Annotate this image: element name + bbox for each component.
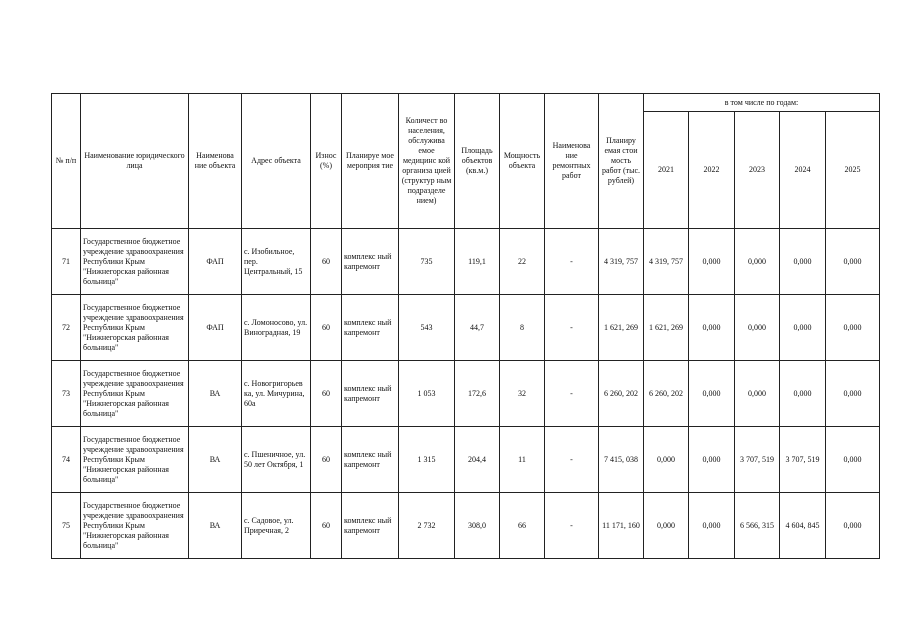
cell-object-name: ВА: [189, 493, 242, 559]
cell-object-name: ВА: [189, 427, 242, 493]
capital-repair-table: [51, 93, 880, 559]
cell-num: 73: [52, 361, 81, 427]
cell-year-2024: 0,000: [780, 361, 826, 427]
cell-capacity: 66: [500, 493, 545, 559]
cell-capacity: 22: [500, 229, 545, 295]
cell-wear: 60: [311, 295, 342, 361]
cell-address: с. Ломоносово, ул. Виноградная, 19: [242, 295, 311, 361]
cell-legal-name: Государственное бюджетное учреждение здравоохранения Республики Крым "Нижнегорская районная больница": [81, 295, 189, 361]
cell-year-2021: 6 260, 202: [644, 361, 689, 427]
cell-year-2023: 6 566, 315: [735, 493, 780, 559]
cell-capacity: 8: [500, 295, 545, 361]
cell-population: 1 053: [399, 361, 455, 427]
cell-area: 308,0: [455, 493, 500, 559]
cell-address: с. Новогригорьев ка, ул. Мичурина, 60а: [242, 361, 311, 427]
cell-planned-measure: комплекс ный капремонт: [342, 295, 399, 361]
cell-object-name: ФАП: [189, 229, 242, 295]
header-planned-cost: Планиру емая стои мость работ (тыс. рублей): [599, 94, 644, 229]
cell-repair-name: -: [545, 427, 599, 493]
header-num: № п/п: [52, 94, 81, 229]
cell-planned-measure: комплекс ный капремонт: [342, 229, 399, 295]
cell-planned-measure: комплекс ный капремонт: [342, 361, 399, 427]
cell-year-2023: 0,000: [735, 229, 780, 295]
cell-capacity: 11: [500, 427, 545, 493]
cell-planned-cost: 4 319, 757: [599, 229, 644, 295]
header-planned-measure: Планируе мое мероприя тие: [342, 94, 399, 229]
header-object-name: Наименова ние объекта: [189, 94, 242, 229]
header-year-2021: 2021: [644, 112, 689, 229]
cell-year-2025: 0,000: [826, 229, 880, 295]
cell-capacity: 32: [500, 361, 545, 427]
header-by-years: в том числе по годам:: [644, 94, 880, 112]
cell-repair-name: -: [545, 295, 599, 361]
cell-address: с. Изобильное, пер. Центральный, 15: [242, 229, 311, 295]
cell-year-2025: 0,000: [826, 361, 880, 427]
header-year-2023: 2023: [735, 112, 780, 229]
header-capacity: Мощность объекта: [500, 94, 545, 229]
cell-num: 74: [52, 427, 81, 493]
cell-planned-measure: комплекс ный капремонт: [342, 493, 399, 559]
cell-planned-cost: 7 415, 038: [599, 427, 644, 493]
header-population: Количест во населения, обслужива емое медицинс кой организа цией (структур ным подразделе нием): [399, 94, 455, 229]
cell-wear: 60: [311, 427, 342, 493]
cell-year-2023: 0,000: [735, 361, 780, 427]
cell-area: 172,6: [455, 361, 500, 427]
header-legal-name: Наименование юридического лица: [81, 94, 189, 229]
cell-repair-name: -: [545, 493, 599, 559]
cell-num: 75: [52, 493, 81, 559]
table-row: [52, 427, 880, 493]
header-wear: Износ (%): [311, 94, 342, 229]
cell-year-2024: 0,000: [780, 229, 826, 295]
cell-year-2025: 0,000: [826, 493, 880, 559]
cell-num: 71: [52, 229, 81, 295]
cell-repair-name: -: [545, 361, 599, 427]
cell-year-2021: 4 319, 757: [644, 229, 689, 295]
header-year-2022: 2022: [689, 112, 735, 229]
cell-legal-name: Государственное бюджетное учреждение здравоохранения Республики Крым "Нижнегорская районная больница": [81, 427, 189, 493]
header-year-2025: 2025: [826, 112, 880, 229]
cell-area: 44,7: [455, 295, 500, 361]
cell-area: 119,1: [455, 229, 500, 295]
table-row: [52, 361, 880, 427]
cell-year-2025: 0,000: [826, 295, 880, 361]
cell-address: с. Садовое, ул. Приречная, 2: [242, 493, 311, 559]
table-row: [52, 493, 880, 559]
header-address: Адрес объекта: [242, 94, 311, 229]
cell-year-2021: 0,000: [644, 427, 689, 493]
cell-legal-name: Государственное бюджетное учреждение здравоохранения Республики Крым "Нижнегорская районная больница": [81, 229, 189, 295]
header-year-2024: 2024: [780, 112, 826, 229]
cell-object-name: ФАП: [189, 295, 242, 361]
cell-repair-name: -: [545, 229, 599, 295]
cell-legal-name: Государственное бюджетное учреждение здравоохранения Республики Крым "Нижнегорская районная больница": [81, 493, 189, 559]
cell-population: 2 732: [399, 493, 455, 559]
cell-planned-measure: комплекс ный капремонт: [342, 427, 399, 493]
cell-planned-cost: 6 260, 202: [599, 361, 644, 427]
cell-year-2024: 3 707, 519: [780, 427, 826, 493]
cell-year-2022: 0,000: [689, 229, 735, 295]
cell-year-2021: 1 621, 269: [644, 295, 689, 361]
cell-population: 735: [399, 229, 455, 295]
cell-year-2022: 0,000: [689, 427, 735, 493]
cell-wear: 60: [311, 229, 342, 295]
table-row: [52, 295, 880, 361]
cell-year-2023: 3 707, 519: [735, 427, 780, 493]
cell-address: с. Пшеничное, ул. 50 лет Октября, 1: [242, 427, 311, 493]
cell-year-2022: 0,000: [689, 493, 735, 559]
cell-planned-cost: 1 621, 269: [599, 295, 644, 361]
cell-population: 543: [399, 295, 455, 361]
cell-object-name: ВА: [189, 361, 242, 427]
cell-legal-name: Государственное бюджетное учреждение здравоохранения Республики Крым "Нижнегорская районная больница": [81, 361, 189, 427]
cell-year-2022: 0,000: [689, 361, 735, 427]
header-area: Площадь объектов (кв.м.): [455, 94, 500, 229]
cell-year-2022: 0,000: [689, 295, 735, 361]
cell-population: 1 315: [399, 427, 455, 493]
cell-wear: 60: [311, 493, 342, 559]
cell-wear: 60: [311, 361, 342, 427]
cell-year-2024: 0,000: [780, 295, 826, 361]
cell-year-2021: 0,000: [644, 493, 689, 559]
cell-year-2023: 0,000: [735, 295, 780, 361]
cell-num: 72: [52, 295, 81, 361]
cell-year-2025: 0,000: [826, 427, 880, 493]
cell-planned-cost: 11 171, 160: [599, 493, 644, 559]
cell-year-2024: 4 604, 845: [780, 493, 826, 559]
header-repair-name: Наименова ние ремонтных работ: [545, 94, 599, 229]
table-row: [52, 229, 880, 295]
cell-area: 204,4: [455, 427, 500, 493]
